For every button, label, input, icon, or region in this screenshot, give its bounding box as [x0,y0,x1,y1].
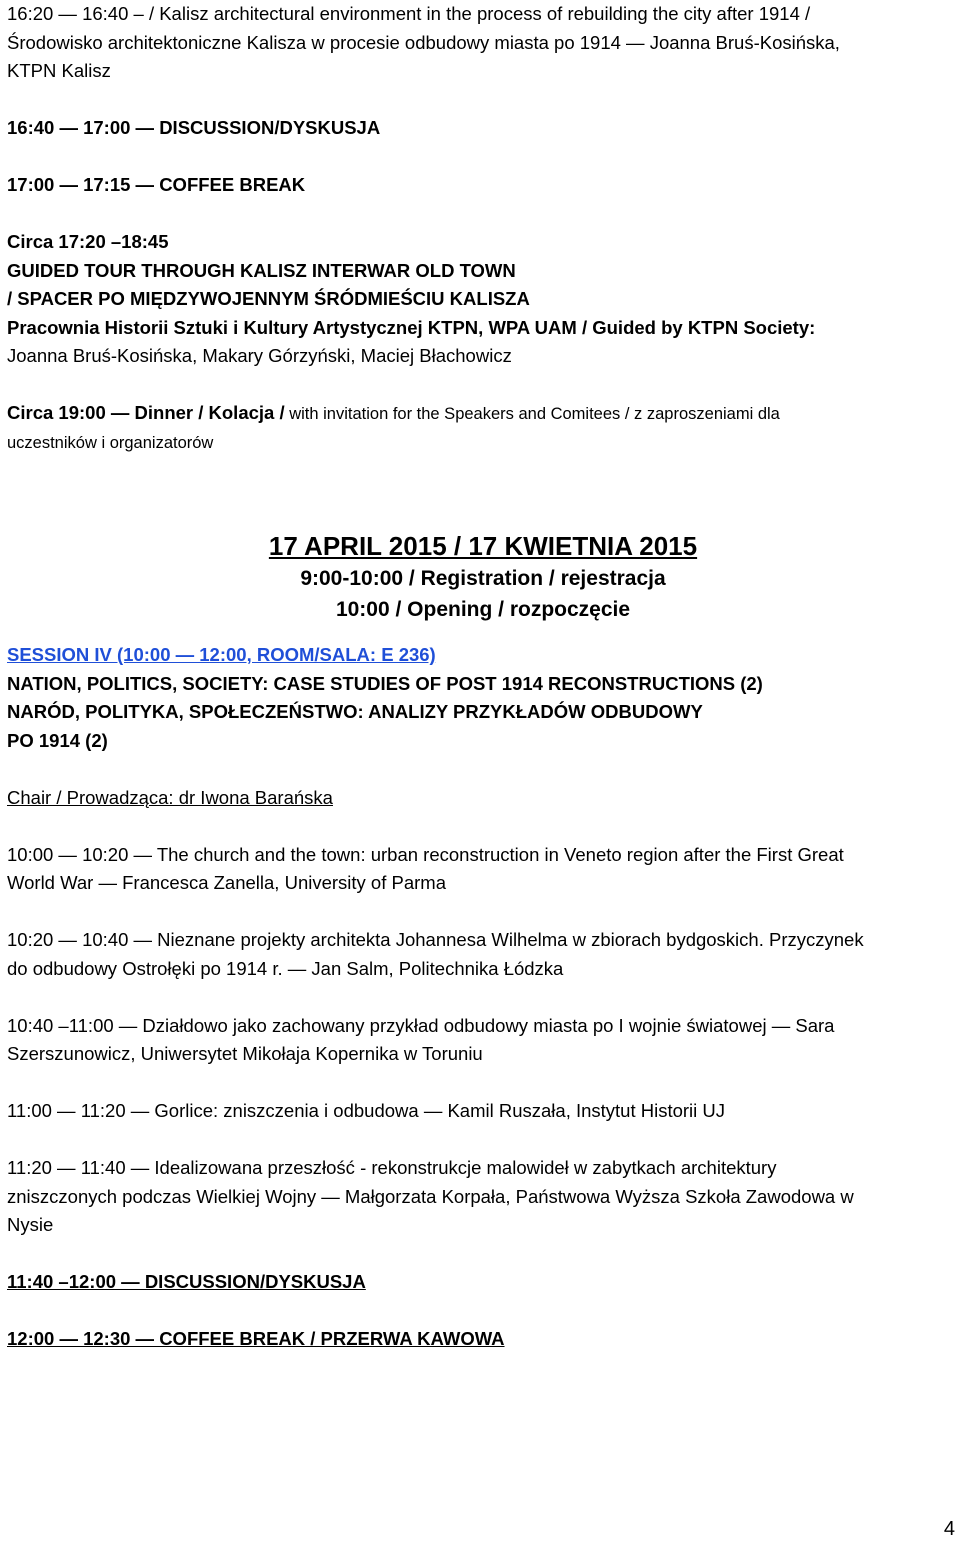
tour-title-en: GUIDED TOUR THROUGH KALISZ INTERWAR OLD TOWN [7,259,516,281]
tour-guides: Joanna Bruś-Kosińska, Makary Górzyński, Maciej Błachowicz [7,345,512,366]
talk-line: zniszczonych podczas Wielkiej Wojny — Małgorzata Korpała, Państwowa Wyższa Szkoła Zawodowa w [7,1185,854,1207]
talk-zanella [7,841,959,898]
dinner-block [7,399,959,457]
session-title-pl-cont: PO 1914 (2) [7,729,108,751]
talk-line: do odbudowy Ostrołęki po 1914 r. — Jan Salm, Politechnika Łódzka [7,957,564,979]
guided-tour-block [7,228,959,371]
talk-line: 11:20 — 11:40 — Idealizowana przeszłość - rekonstrukcje malowideł w zabytkach architektury [7,1157,777,1178]
session-title-pl: NARÓD, POLITYKA, SPOŁECZEŃSTWO: ANALIZY PRZYKŁADÓW ODBUDOWY [7,701,703,722]
registration-line: 9:00-10:00 / Registration / rejestracja [300,567,666,590]
coffee-break-item: 17:00 — 17:15 — COFFEE BREAK [7,174,306,195]
dinner-time: Circa 19:00 — Dinner / Kolacja / [7,402,285,423]
talk-line: Nysie [7,1214,54,1235]
talk-line: 16:20 — 16:40 – / Kalisz architectural environment in the process of rebuilding the city after 1914 / [7,3,811,24]
dinner-note-cont: uczestników i organizatorów [7,433,214,452]
tour-organizer: Pracownia Historii Sztuki i Kultury Artystycznej KTPN, WPA UAM / Guided by KTPN Society: [7,316,816,338]
closing-discussion: 11:40 –12:00 — DISCUSSION/DYSKUSJA [7,1271,366,1292]
session-header [7,641,959,755]
talk-line: 11:00 — 11:20 — Gorlice: zniszczenia i odbudowa — Kamil Ruszała, Instytut Historii UJ [7,1100,726,1121]
program-page [7,0,959,1354]
session-link-line [7,641,959,670]
talk-line: 10:00 — 10:20 — The church and the town: urban reconstruction in Veneto region after the First Great [7,843,844,865]
talk-szerszunowicz [7,1012,959,1069]
talk-line: World War — Francesca Zanella, University of Parma [7,872,446,893]
tour-title-pl: / SPACER PO MIĘDZYWOJENNYM ŚRÓDMIEŚCIU KALISZA [7,288,530,309]
day-date: 17 APRIL 2015 / 17 KWIETNIA 2015 [268,531,698,561]
closing-coffee-break: 12:00 — 12:30 — COFFEE BREAK / PRZERWA KAWOWA [7,1328,505,1349]
talk-kalisz-environment [7,0,959,86]
session-title-en: NATION, POLITICS, SOCIETY: CASE STUDIES OF POST 1914 RECONSTRUCTIONS (2) [7,672,763,694]
tour-time: Circa 17:20 –18:45 [7,231,169,252]
talk-line: KTPN Kalisz [7,60,111,81]
dinner-line [7,399,959,429]
session-link[interactable]: SESSION IV (10:00 — 12:00, ROOM/SALA: E 236) [7,644,436,665]
talk-line: 10:40 –11:00 — Działdowo jako zachowany przykład odbudowy miasta po I wojnie światowej — Sara [7,1014,835,1036]
talk-line: 10:20 — 10:40 — Nieznane projekty architekta Johannesa Wilhelma w zbiorach bydgoskich. Przyczynek [7,929,864,950]
session-chair: Chair / Prowadząca: dr Iwona Barańska [7,786,333,808]
talk-salm [7,926,959,983]
page-number: 4 [943,1518,955,1540]
talk-line: Środowisko architektoniczne Kalisza w procesie odbudowy miasta po 1914 — Joanna Bruś-Kosińska, [7,31,840,53]
talk-korpala [7,1154,959,1240]
dinner-note: with invitation for the Speakers and Comitees / z zaproszeniami dla [284,405,780,423]
talk-line: Szerszunowicz, Uniwersytet Mikołaja Kopernika w Toruniu [7,1043,483,1064]
talk-ruszala [7,1097,959,1126]
day-header [7,529,959,625]
discussion-item: 16:40 — 17:00 — DISCUSSION/DYSKUSJA [7,117,381,138]
opening-line: 10:00 / Opening / rozpoczęcie [335,598,631,621]
